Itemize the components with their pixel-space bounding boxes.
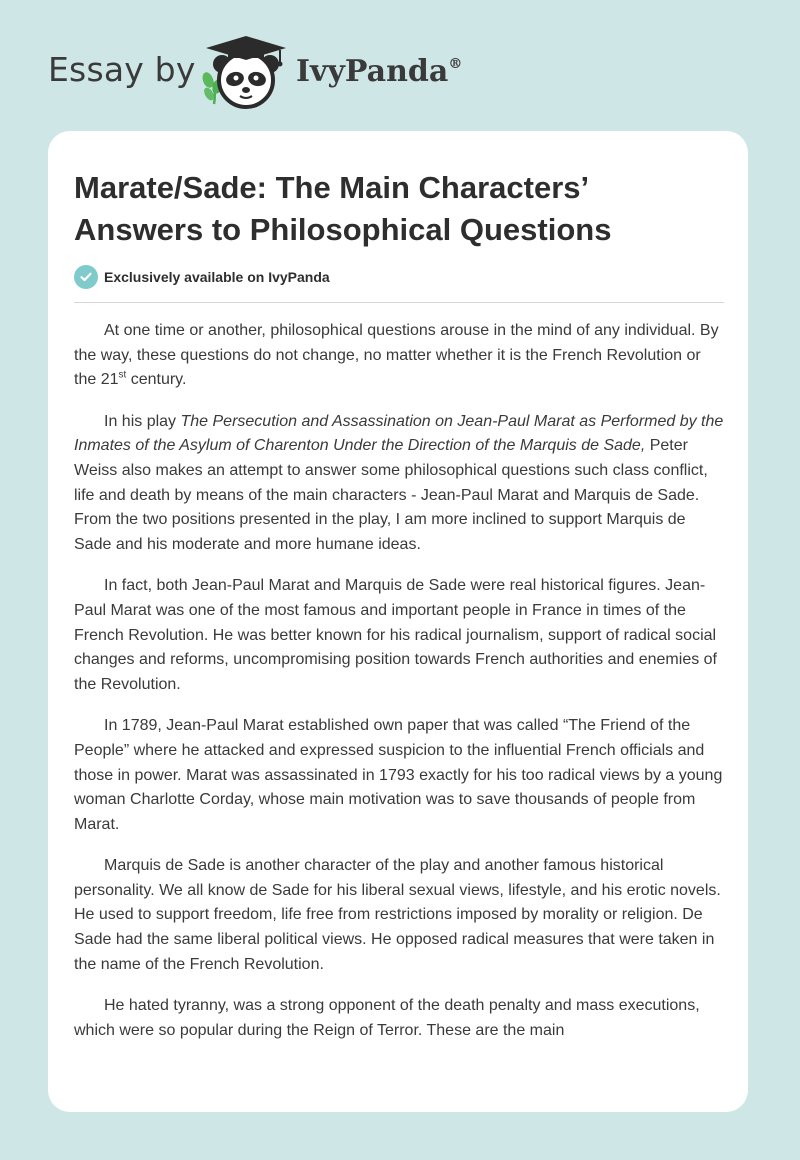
- paragraph-2: [74, 410, 726, 558]
- paragraph-2-lead: In his play: [104, 412, 181, 430]
- paragraph-1-text: At one time or another, philosophical questions arouse in the mind of any individual. By the way, these questions do not change, no matter whether it is the French Revolution or the 21: [74, 322, 719, 389]
- exclusive-badge: [74, 264, 330, 290]
- essay-body: [74, 319, 726, 1060]
- brand-name[interactable]: [296, 54, 462, 89]
- brand-prefix: Essay by: [48, 50, 196, 89]
- registered-mark: ®: [448, 56, 463, 72]
- page-title: Marate/Sade: The Main Characters’ Answers to Philosophical Questions: [74, 170, 612, 247]
- paragraph-4: In 1789, Jean-Paul Marat established own paper that was called “The Friend of the People” where he attacked and expressed suspicion to the influential French officials and those in power. Marat was assassinated in 1793 exactly for his too radical views by a young woman Charlotte Corday, whose main motivation was to save thousands of people from Marat.: [74, 717, 723, 833]
- essay-card: [48, 131, 748, 1112]
- title-divider: [74, 302, 724, 303]
- panda-graduate-icon[interactable]: [200, 34, 292, 110]
- badge-label: Exclusively available on IvyPanda: [104, 269, 330, 285]
- paragraph-2-text: Peter Weiss also makes an attempt to answer some philosophical questions such class conflict, life and death by means of the main characters - Jean-Paul Marat and Marquis de Sade. From the two positions presented in the play, I am more inclined to support Marquis de Sade and his moderate and more humane ideas.: [74, 437, 708, 553]
- check-circle-icon: [74, 265, 98, 289]
- ordinal-suffix: st: [118, 369, 127, 381]
- brand-name-text: IvyPanda: [296, 54, 449, 89]
- paragraph-3: In fact, both Jean-Paul Marat and Marquis de Sade were real historical figures. Jean-Paul Marat was one of the most famous and important people in France in times of the French Revolution. He was better known for his radical journalism, support of radical social changes and reforms, uncompromising position towards French authorities and enemies of the Revolution.: [74, 577, 717, 693]
- site-header: [0, 0, 800, 130]
- play-title: The Persecution and Assassination on Jean-Paul Marat as Performed by the Inmates of the Asylum of Charenton Under the Direction of the Marquis de Sade,: [74, 412, 724, 455]
- paragraph-1-end: century.: [126, 371, 187, 389]
- paragraph-5: Marquis de Sade is another character of the play and another famous historical personality. We all know de Sade for his liberal sexual views, lifestyle, and his erotic novels. He used to support freedom, life free from restrictions imposed by morality or religion. De Sade had the same liberal political views. He opposed radical measures that were taken in the name of the French Revolution.: [74, 857, 721, 973]
- paragraph-6: He hated tyranny, was a strong opponent of the death penalty and mass executions, which were so popular during the Reign of Terror. These are the main: [74, 997, 700, 1039]
- paragraph-1: [74, 319, 726, 393]
